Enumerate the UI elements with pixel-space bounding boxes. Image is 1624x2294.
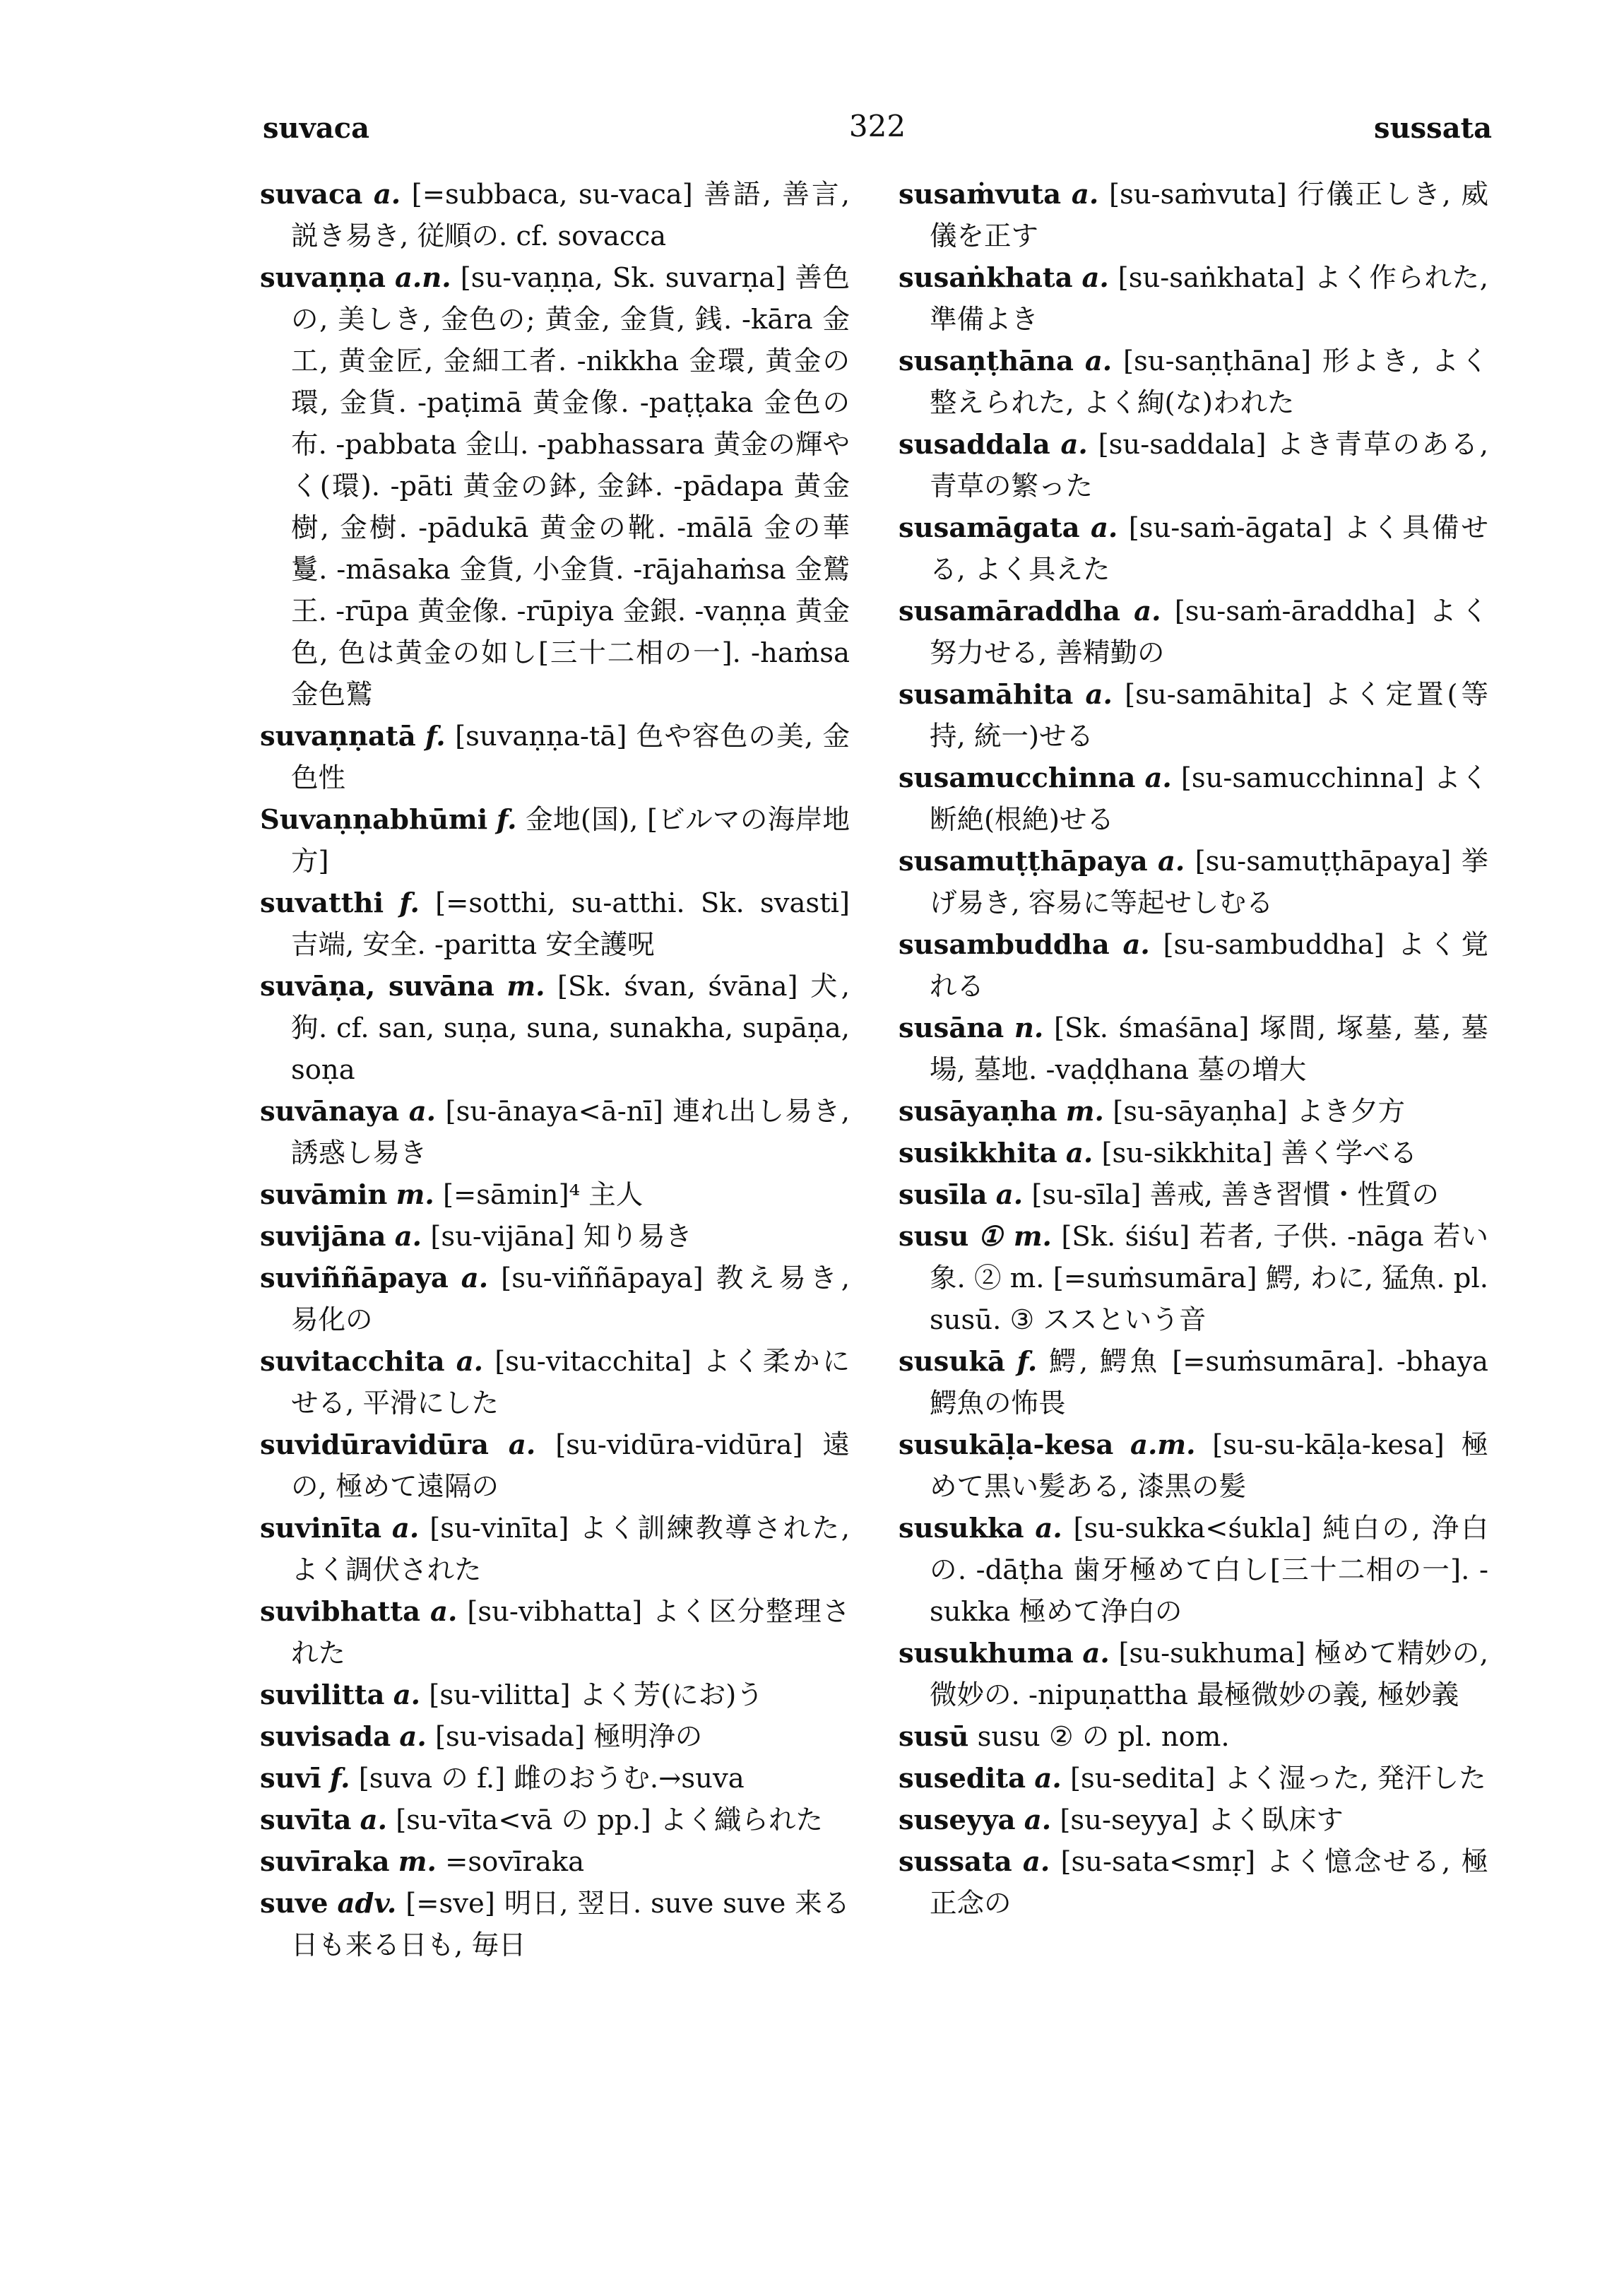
entry-part-of-speech: a. bbox=[394, 1221, 422, 1253]
entry-part-of-speech: a. bbox=[508, 1429, 536, 1461]
dictionary-entry bbox=[260, 882, 850, 966]
entry-definition: [Sk. śvan, śvāna] 犬, 狗. cf. san, suṇa, suna, sunakha, supāṇa, soṇa bbox=[291, 971, 850, 1086]
entry-part-of-speech: a. bbox=[1034, 1763, 1062, 1795]
dictionary-entry bbox=[899, 341, 1488, 424]
entry-headword: suvaca bbox=[260, 179, 363, 211]
entry-part-of-speech: a. bbox=[399, 1721, 427, 1753]
entry-definition: [su-vinīta] よく訓練教導された, よく調伏された bbox=[291, 1513, 850, 1586]
entry-headword: suvīraka bbox=[260, 1846, 390, 1878]
dictionary-entry bbox=[899, 674, 1488, 757]
entry-headword: suvaṇṇa bbox=[260, 262, 386, 294]
entry-definition: [su-vīta<vā の pp.] よく織られた bbox=[396, 1804, 824, 1836]
entry-headword: susaṇṭhāna bbox=[899, 345, 1074, 377]
dictionary-entry bbox=[899, 1216, 1488, 1341]
left-column bbox=[260, 174, 850, 1966]
entry-definition: [su-sedita] よく湿った, 発汗した bbox=[1069, 1763, 1486, 1795]
entry-part-of-speech: f. bbox=[1017, 1346, 1038, 1378]
entry-part-of-speech: a. bbox=[1144, 762, 1172, 794]
entry-headword: sussata bbox=[899, 1846, 1012, 1878]
entry-headword: susukhuma bbox=[899, 1638, 1074, 1669]
entry-part-of-speech: a. bbox=[360, 1804, 388, 1836]
entry-part-of-speech: a.m. bbox=[1130, 1429, 1196, 1461]
dictionary-entry bbox=[899, 174, 1488, 257]
page-number: 322 bbox=[848, 109, 906, 143]
dictionary-entry bbox=[899, 757, 1488, 841]
dictionary-entry bbox=[899, 1633, 1488, 1716]
entry-definition: [su-sikkhita] 善く学べる bbox=[1101, 1137, 1418, 1169]
entry-definition: [su-sata<smṛ] よく憶念せる, 極正念の bbox=[930, 1846, 1488, 1920]
entry-definition: [su-saddala] よき青草のある, 青草の繁った bbox=[930, 429, 1488, 502]
entry-part-of-speech: a. bbox=[408, 1096, 437, 1128]
entry-headword: suvatthi bbox=[260, 887, 384, 919]
dictionary-entry bbox=[899, 1758, 1488, 1799]
entry-headword: suvilitta bbox=[260, 1679, 385, 1711]
entry-headword: suvānaya bbox=[260, 1096, 400, 1128]
entry-definition: [su-saṁ-āraddha] よく努力せる, 善精勤の bbox=[930, 596, 1488, 669]
entry-part-of-speech: a. bbox=[1071, 179, 1099, 211]
dictionary-entry bbox=[260, 1258, 850, 1341]
entry-part-of-speech: a. bbox=[1134, 596, 1161, 627]
entry-part-of-speech: a. bbox=[1085, 679, 1113, 711]
dictionary-entry bbox=[260, 1508, 850, 1591]
entry-headword: suvidūravidūra bbox=[260, 1429, 489, 1461]
dictionary-entry bbox=[260, 1424, 850, 1508]
entry-definition: [=subbaca, su-vaca] 善語, 善言, 説き易き, 従順の. cf. sovacca bbox=[291, 179, 850, 252]
entry-headword: suvinīta bbox=[260, 1513, 382, 1544]
entry-headword: susū bbox=[899, 1721, 969, 1753]
entry-part-of-speech: a. bbox=[1024, 1804, 1052, 1836]
entry-headword: suvī bbox=[260, 1763, 321, 1795]
entry-headword: susu bbox=[899, 1221, 969, 1253]
entry-headword: suvīta bbox=[260, 1804, 352, 1836]
entry-part-of-speech: a. bbox=[1081, 262, 1109, 294]
dictionary-entry bbox=[899, 1508, 1488, 1633]
entry-definition: [su-sambuddha] よく覚れる bbox=[930, 929, 1488, 1003]
entry-part-of-speech: a. bbox=[391, 1513, 420, 1544]
entry-headword: susaddala bbox=[899, 429, 1050, 461]
entry-part-of-speech: a. bbox=[1035, 1513, 1062, 1544]
dictionary-entry bbox=[260, 1216, 850, 1258]
entry-part-of-speech: n. bbox=[1014, 1012, 1044, 1044]
dictionary-entry bbox=[260, 1883, 850, 1966]
right-column bbox=[899, 174, 1488, 1925]
dictionary-entry bbox=[260, 1674, 850, 1716]
entry-definition: 鰐, 鰐魚 [=suṁsumāra]. -bhaya 鰐魚の怖畏 bbox=[930, 1346, 1488, 1419]
dictionary-entry bbox=[899, 1799, 1488, 1841]
entry-part-of-speech: adv. bbox=[337, 1888, 397, 1920]
entry-definition: [su-samāhita] よく定置(等持, 統一)せる bbox=[930, 679, 1488, 752]
entry-part-of-speech: a. bbox=[1022, 1846, 1050, 1878]
entry-definition: [su-visada] 極明浄の bbox=[435, 1721, 703, 1753]
entry-part-of-speech: f. bbox=[496, 804, 517, 836]
entry-definition: [su-saṁ-āgata] よく具備せる, よく具えた bbox=[930, 512, 1488, 586]
dictionary-entry bbox=[899, 1841, 1488, 1925]
entry-headword: suvaṇṇatā bbox=[260, 721, 416, 752]
entry-definition: [su-saṅkhata] よく作られた, 準備よき bbox=[930, 262, 1488, 336]
entry-part-of-speech: a. bbox=[373, 179, 401, 211]
entry-definition: 金地(国), [ビルマの海岸地方] bbox=[291, 804, 850, 877]
entry-headword: suvāmin bbox=[260, 1179, 388, 1211]
dictionary-entry bbox=[899, 1716, 1488, 1758]
entry-part-of-speech: a. bbox=[430, 1596, 458, 1628]
dictionary-entry bbox=[899, 1133, 1488, 1174]
dictionary-entry bbox=[260, 1091, 850, 1174]
dictionary-entry bbox=[260, 1716, 850, 1758]
entry-definition: [su-samucchinna] よく断絶(根絶)せる bbox=[930, 762, 1488, 836]
entry-definition: [su-sāyaṇha] よき夕方 bbox=[1113, 1096, 1405, 1128]
dictionary-entry bbox=[260, 1174, 850, 1216]
entry-definition: [su-sukhuma] 極めて精妙の, 微妙の. -nipuṇattha 最極微妙の義, 極妙義 bbox=[930, 1638, 1488, 1711]
entry-part-of-speech: a. bbox=[1065, 1137, 1093, 1169]
entry-headword: suvitacchita bbox=[260, 1346, 445, 1378]
entry-part-of-speech: m. bbox=[506, 971, 545, 1003]
entry-headword: suvibhatta bbox=[260, 1596, 421, 1628]
entry-headword: susamāraddha bbox=[899, 596, 1120, 627]
entry-definition: =sovīraka bbox=[445, 1846, 585, 1878]
dictionary-entry bbox=[260, 716, 850, 799]
entry-headword: susaṁvuta bbox=[899, 179, 1062, 211]
dictionary-entry bbox=[899, 257, 1488, 341]
dictionary-entry bbox=[260, 1758, 850, 1799]
entry-definition: [su-ānaya<ā-nī] 連れ出し易き, 誘惑し易き bbox=[291, 1096, 850, 1169]
entry-headword: susīla bbox=[899, 1179, 988, 1211]
entry-part-of-speech: f. bbox=[399, 887, 420, 919]
dictionary-entry bbox=[899, 1174, 1488, 1216]
entry-definition: [su-sukka<śukla] 純白の, 浄白の. -dāṭha 歯牙極めて白し[三十二相の一]. -sukka 極めて浄白の bbox=[930, 1513, 1489, 1628]
entry-definition: [=sve] 明日, 翌日. suve suve 来る日も来る日も, 毎日 bbox=[291, 1888, 850, 1961]
entry-definition: [su-vijāna] 知り易き bbox=[430, 1221, 692, 1253]
entry-definition: [=sotthi, su-atthi. Sk. svasti] 吉端, 安全. -paritta 安全護呪 bbox=[291, 887, 850, 961]
right-guide-word: sussata bbox=[1374, 112, 1492, 145]
dictionary-entry bbox=[899, 424, 1488, 507]
dictionary-entry bbox=[260, 174, 850, 257]
dictionary-entry bbox=[899, 1341, 1488, 1424]
entry-headword: suve bbox=[260, 1888, 328, 1920]
entry-definition: [=sāmin]⁴ 主人 bbox=[442, 1179, 644, 1211]
entry-headword: susaṅkhata bbox=[899, 262, 1073, 294]
entry-part-of-speech: a. bbox=[995, 1179, 1024, 1211]
entry-headword: susukka bbox=[899, 1513, 1024, 1544]
entry-definition: [su-saṁvuta] 行儀正しき, 威儀を正す bbox=[930, 179, 1488, 252]
dictionary-entry bbox=[899, 507, 1488, 591]
entry-definition: [suvaṇṇa-tā] 色や容色の美, 金色性 bbox=[291, 721, 850, 794]
left-guide-word: suvaca bbox=[263, 112, 370, 145]
entry-part-of-speech: ① m. bbox=[978, 1221, 1052, 1253]
entry-part-of-speech: a. bbox=[1060, 429, 1088, 461]
entry-definition: [su-vitacchita] よく柔かにせる, 平滑にした bbox=[291, 1346, 850, 1419]
entry-headword: suseyya bbox=[899, 1804, 1016, 1836]
entry-headword: suviññāpaya bbox=[260, 1263, 449, 1294]
entry-definition: [su-seyya] よく臥床す bbox=[1060, 1804, 1344, 1836]
entry-headword: susamāgata bbox=[899, 512, 1080, 544]
dictionary-entry bbox=[260, 1591, 850, 1674]
dictionary-entry bbox=[260, 257, 850, 716]
entry-part-of-speech: f. bbox=[329, 1763, 350, 1795]
entry-part-of-speech: a. bbox=[1122, 929, 1150, 961]
entry-definition: [su-vaṇṇa, Sk. suvarṇa] 善色の, 美しき, 金色の; 黄金, 金貨, 銭. -kāra 金工, 黄金匠, 金細工者. -nikkha 金環, 黄金の環, 金貨. -paṭimā 黄金像. -paṭṭaka 金色の布. -pabbata 金山. -pabhassara 黄金の輝やく(環). -pāti 黄金の鉢, 金鉢. -pādapa 黄金樹, 金樹. -pādukā 黄金の靴. -mālā 金の華鬘. -māsaka 金貨, 小金貨. -rājahaṁsa 金鷲王. -rūpa 黄金像. -rūpiya 金銀. -vaṇṇa 黄金色, 色は黄金の如し[三十二相の一]. -haṁsa 金色鷲 bbox=[291, 262, 850, 711]
entry-headword: susedita bbox=[899, 1763, 1026, 1795]
entry-definition: [su-su-kāḷa-kesa] 極めて黒い髪ある, 漆黒の髪 bbox=[930, 1429, 1488, 1503]
entry-definition: [suva の f.] 雌のおうむ.→suva bbox=[358, 1763, 745, 1795]
entry-definition: [su-viññāpaya] 教え易き, 易化の bbox=[291, 1263, 850, 1336]
dictionary-entry bbox=[899, 841, 1488, 924]
entry-part-of-speech: a.n. bbox=[394, 262, 451, 294]
entry-part-of-speech: a. bbox=[393, 1679, 421, 1711]
dictionary-entry bbox=[260, 799, 850, 882]
entry-headword: susukāḷa-kesa bbox=[899, 1429, 1114, 1461]
running-header bbox=[263, 109, 1492, 154]
dictionary-entry bbox=[899, 1091, 1488, 1133]
entry-definition: [Sk. śmaśāna] 塚間, 塚墓, 墓, 墓場, 墓地. -vaḍḍhana 墓の増大 bbox=[930, 1012, 1488, 1086]
entry-headword: susamucchinna bbox=[899, 762, 1136, 794]
entry-headword: susamāhita bbox=[899, 679, 1074, 711]
entry-part-of-speech: a. bbox=[461, 1263, 489, 1294]
entry-headword: suvisada bbox=[260, 1721, 391, 1753]
entry-headword: susamuṭṭhāpaya bbox=[899, 846, 1148, 877]
entry-part-of-speech: m. bbox=[1065, 1096, 1104, 1128]
entry-part-of-speech: a. bbox=[1157, 846, 1185, 877]
dictionary-entry bbox=[899, 924, 1488, 1007]
entry-part-of-speech: a. bbox=[1084, 345, 1113, 377]
entry-definition: [su-sīla] 善戒, 善き習慣・性質の bbox=[1031, 1179, 1440, 1211]
dictionary-entry bbox=[260, 1841, 850, 1883]
entry-headword: susāyaṇha bbox=[899, 1096, 1057, 1128]
entry-definition: [su-vilitta] よく芳(にお)う bbox=[429, 1679, 764, 1711]
entry-headword: susāna bbox=[899, 1012, 1004, 1044]
entry-definition: [Sk. śiśu] 若者, 子供. -nāga 若い象. ② m. [=suṁsumāra] 鰐, わに, 猛魚. pl. susū. ③ ススという音 bbox=[930, 1221, 1488, 1336]
entry-definition: [su-vibhatta] よく区分整理された bbox=[291, 1596, 850, 1669]
dictionary-entry bbox=[260, 966, 850, 1091]
entry-definition: susu ② の pl. nom. bbox=[977, 1721, 1230, 1753]
dictionary-entry bbox=[899, 1007, 1488, 1091]
entry-definition: [su-samuṭṭhāpaya] 挙げ易き, 容易に等起せしむる bbox=[930, 846, 1488, 919]
dictionary-entry bbox=[899, 591, 1488, 674]
dictionary-entry bbox=[899, 1424, 1488, 1508]
entry-part-of-speech: m. bbox=[398, 1846, 437, 1878]
entry-definition: [su-vidūra-vidūra] 遠の, 極めて遠隔の bbox=[291, 1429, 850, 1503]
dictionary-entry bbox=[260, 1341, 850, 1424]
entry-headword: suvijāna bbox=[260, 1221, 386, 1253]
entry-definition: [su-saṇṭhāna] 形よき, よく整えられた, よく絢(な)われた bbox=[930, 345, 1488, 419]
entry-part-of-speech: m. bbox=[396, 1179, 434, 1211]
entry-headword: suvāṇa, suvāna bbox=[260, 971, 494, 1003]
entry-headword: susukā bbox=[899, 1346, 1005, 1378]
entry-part-of-speech: a. bbox=[456, 1346, 484, 1378]
dictionary-entry bbox=[260, 1799, 850, 1841]
entry-part-of-speech: a. bbox=[1082, 1638, 1110, 1669]
entry-headword: Suvaṇṇabhūmi bbox=[260, 804, 488, 836]
entry-headword: susambuddha bbox=[899, 929, 1110, 961]
entry-part-of-speech: f. bbox=[425, 721, 446, 752]
entry-headword: susikkhita bbox=[899, 1137, 1057, 1169]
entry-part-of-speech: a. bbox=[1090, 512, 1118, 544]
